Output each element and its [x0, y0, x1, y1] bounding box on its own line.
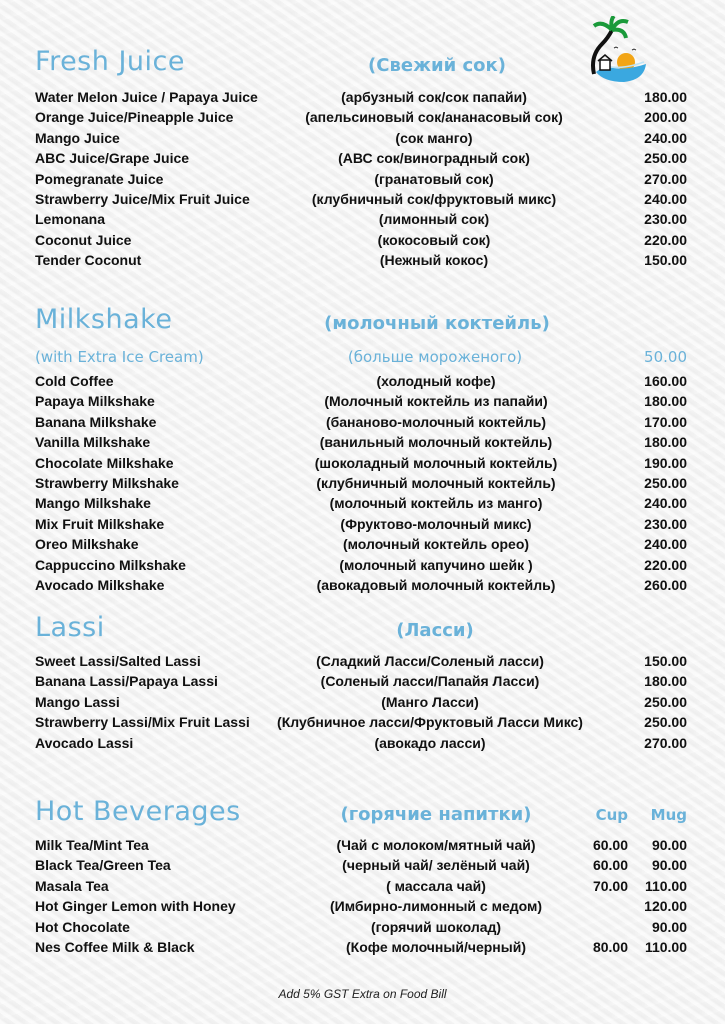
item-price: 250.00: [644, 693, 687, 710]
item-name-ru: (горячий шоколад): [370, 918, 502, 935]
section-title-fresh-juice-ru: (Свежий сок): [368, 55, 506, 76]
section-title-fresh-juice: Fresh Juice: [35, 46, 185, 77]
item-name-ru: (молочный капучино шейк ): [339, 556, 533, 573]
menu-item-row: [0, 130, 725, 150]
menu-item-row: [0, 434, 725, 454]
menu-item-row: [0, 393, 725, 413]
item-name: Strawberry Lassi/Mix Fruit Lassi: [35, 714, 250, 731]
item-name-ru: (кокосовый сок): [377, 231, 491, 248]
menu-item-row: [0, 878, 725, 898]
item-name: Orange Juice/Pineapple Juice: [35, 109, 234, 126]
item-price-mug: 120.00: [644, 898, 687, 915]
item-price: 260.00: [644, 577, 687, 593]
gst-note: Add 5% GST Extra on Food Bill: [278, 987, 447, 1001]
item-name: Chocolate Milkshake: [35, 454, 174, 471]
item-name: Oreo Milkshake: [35, 536, 139, 553]
item-price-mug: 90.00: [651, 837, 687, 853]
item-name: Masala Tea: [35, 877, 109, 894]
menu-item-row: [0, 252, 725, 272]
extra-ice-cream-price: 50.00: [644, 348, 687, 366]
menu-item-row: [0, 495, 725, 515]
item-price-cup: 60.00: [592, 837, 628, 853]
item-name: Cappuccino Milkshake: [35, 556, 186, 573]
section-title-milkshake-ru: (молочный коктейль): [324, 313, 550, 334]
item-name-ru: (Чай с молоком/мятный чай): [336, 837, 536, 853]
item-price: 180.00: [644, 393, 687, 410]
item-name: Strawberry Milkshake: [35, 475, 179, 491]
item-price: 180.00: [644, 89, 687, 105]
item-name: Lemonana: [35, 211, 106, 228]
menu-item-row: [0, 939, 725, 959]
item-name: Mango Milkshake: [35, 495, 151, 512]
item-name-ru: (гранатовый сок): [374, 170, 494, 187]
item-price: 240.00: [644, 536, 687, 553]
menu-item-row: [0, 577, 725, 597]
item-name-ru: (Фруктово-молочный микс): [340, 515, 532, 532]
item-name-ru: (клубничный молочный коктейль): [316, 475, 556, 491]
item-price: 150.00: [644, 653, 687, 669]
item-name-ru: (сок манго): [395, 129, 473, 146]
item-name: Vanilla Milkshake: [35, 434, 151, 451]
item-name-ru: (арбузный сок/сок папайи): [341, 89, 527, 105]
menu-item-row: [0, 735, 725, 755]
extra-ice-cream-label-ru: (больше мороженого): [347, 348, 523, 366]
menu-item-row: [0, 536, 725, 556]
palm-island-sunset-logo-icon: [588, 16, 652, 84]
item-price: 180.00: [644, 673, 687, 690]
item-name: Banana Lassi/Papaya Lassi: [35, 673, 218, 690]
extra-ice-cream-label: (with Extra Ice Cream): [35, 348, 204, 366]
item-price: 200.00: [644, 109, 687, 126]
section-title-milkshake: Milkshake: [35, 304, 173, 335]
menu-item-row: [0, 109, 725, 129]
item-price: 180.00: [644, 434, 687, 451]
item-name: Pomegranate Juice: [35, 170, 164, 187]
item-price-mug: 90.00: [651, 918, 687, 935]
menu-item-row: [0, 414, 725, 434]
menu-item-row: [0, 557, 725, 577]
menu-item-row: [0, 373, 725, 393]
item-name-ru: (холодный кофе): [376, 373, 496, 389]
item-name-ru: (Кофе молочный/черный): [346, 939, 526, 955]
item-name: ABC Juice/Grape Juice: [35, 150, 190, 167]
item-name-ru: (ванильный молочный коктейль): [319, 434, 553, 451]
item-name-ru: (молочный коктейль из манго): [329, 495, 543, 512]
column-header-cup: Cup: [595, 806, 628, 824]
item-price: 240.00: [644, 129, 687, 146]
item-price-cup: 80.00: [592, 939, 628, 955]
menu-item-row: [0, 694, 725, 714]
item-price: 270.00: [644, 170, 687, 187]
item-price-mug: 110.00: [644, 939, 687, 955]
menu-item-row: [0, 89, 725, 109]
item-name: Mango Lassi: [35, 693, 120, 710]
item-name-ru: (авокадо ласси): [374, 734, 486, 751]
item-name-ru: (Молочный коктейль из папайи): [324, 393, 548, 410]
item-name-ru: (Клубничное ласси/Фруктовый Ласси Микс): [277, 714, 583, 731]
menu-item-row: [0, 857, 725, 877]
item-name-ru: (Соленый ласси/Папайя Ласси): [320, 673, 540, 690]
item-price: 170.00: [644, 413, 687, 430]
menu-item-row: [0, 898, 725, 918]
item-name: Hot Ginger Lemon with Honey: [35, 898, 236, 915]
item-price-cup: 60.00: [592, 857, 628, 874]
menu-item-row: [0, 837, 725, 857]
item-name: Mix Fruit Milkshake: [35, 515, 165, 532]
item-price: 150.00: [644, 252, 687, 269]
item-name: Strawberry Juice/Mix Fruit Juice: [35, 191, 250, 207]
section-title-hot-beverages-ru: (горячие напитки): [340, 804, 532, 825]
item-name: Avocado Milkshake: [35, 577, 165, 593]
item-price: 250.00: [644, 150, 687, 167]
item-name-ru: (бананово-молочный коктейль): [325, 413, 547, 430]
menu-item-row: [0, 653, 725, 673]
item-name: Water Melon Juice / Papaya Juice: [35, 89, 258, 105]
menu-item-row: [0, 191, 725, 211]
item-name: Hot Chocolate: [35, 918, 130, 935]
item-price: 270.00: [644, 734, 687, 751]
item-name: Black Tea/Green Tea: [35, 857, 171, 874]
section-title-hot-beverages: Hot Beverages: [35, 796, 241, 827]
item-price: 220.00: [644, 556, 687, 573]
item-name-ru: (шоколадный молочный коктейль): [314, 454, 558, 471]
menu-item-row: [0, 516, 725, 536]
item-name: Milk Tea/Mint Tea: [35, 837, 149, 853]
item-name: Nes Coffee Milk & Black: [35, 939, 195, 955]
item-name-ru: (клубничный сок/фруктовый микс): [311, 191, 557, 207]
item-price-cup: 70.00: [592, 877, 628, 894]
menu-item-row: [0, 232, 725, 252]
item-price-mug: 110.00: [644, 877, 687, 894]
item-price: 240.00: [644, 495, 687, 512]
item-name: Tender Coconut: [35, 252, 142, 269]
menu-item-row: [0, 475, 725, 495]
item-price: 230.00: [644, 211, 687, 228]
menu-item-row: [0, 455, 725, 475]
item-price: 220.00: [644, 231, 687, 248]
item-name-ru: (Манго Ласси): [381, 693, 479, 710]
item-name-ru: (Имбирно-лимонный с медом): [329, 898, 543, 915]
logo: [588, 16, 652, 84]
item-price-mug: 90.00: [651, 857, 687, 874]
item-name-ru: (черный чай/ зелёный чай): [342, 857, 530, 874]
item-name-ru: (АВС сок/виноградный сок): [338, 150, 530, 167]
item-price: 250.00: [644, 714, 687, 731]
item-price: 240.00: [644, 191, 687, 207]
item-name-ru: (молочный коктейль орео): [342, 536, 530, 553]
item-name: Coconut Juice: [35, 231, 132, 248]
item-name: Banana Milkshake: [35, 413, 157, 430]
menu-item-row: [0, 673, 725, 693]
section-title-lassi: Lassi: [35, 612, 105, 643]
item-name: Papaya Milkshake: [35, 393, 155, 410]
item-name-ru: ( массала чай): [386, 877, 486, 894]
menu-item-row: [0, 714, 725, 734]
item-name: Avocado Lassi: [35, 734, 134, 751]
item-name: Sweet Lassi/Salted Lassi: [35, 653, 201, 669]
column-header-mug: Mug: [650, 806, 687, 824]
section-title-lassi-ru: (Ласси): [396, 620, 474, 641]
item-name-ru: (авокадовый молочный коктейль): [316, 577, 556, 593]
item-name-ru: (апельсиновый сок/ананасовый сок): [305, 109, 563, 126]
item-name-ru: (Нежный кокос): [379, 252, 489, 269]
item-name: Cold Coffee: [35, 373, 114, 389]
item-price: 230.00: [644, 515, 687, 532]
item-name: Mango Juice: [35, 129, 120, 146]
menu-item-row: [0, 171, 725, 191]
menu-item-row: [0, 919, 725, 939]
item-price: 250.00: [644, 475, 687, 491]
item-name-ru: (лимонный сок): [378, 211, 490, 228]
item-price: 190.00: [644, 454, 687, 471]
menu-item-row: [0, 211, 725, 231]
item-price: 160.00: [644, 373, 687, 389]
menu-item-row: [0, 150, 725, 170]
item-name-ru: (Сладкий Ласси/Соленый ласси): [316, 653, 544, 669]
